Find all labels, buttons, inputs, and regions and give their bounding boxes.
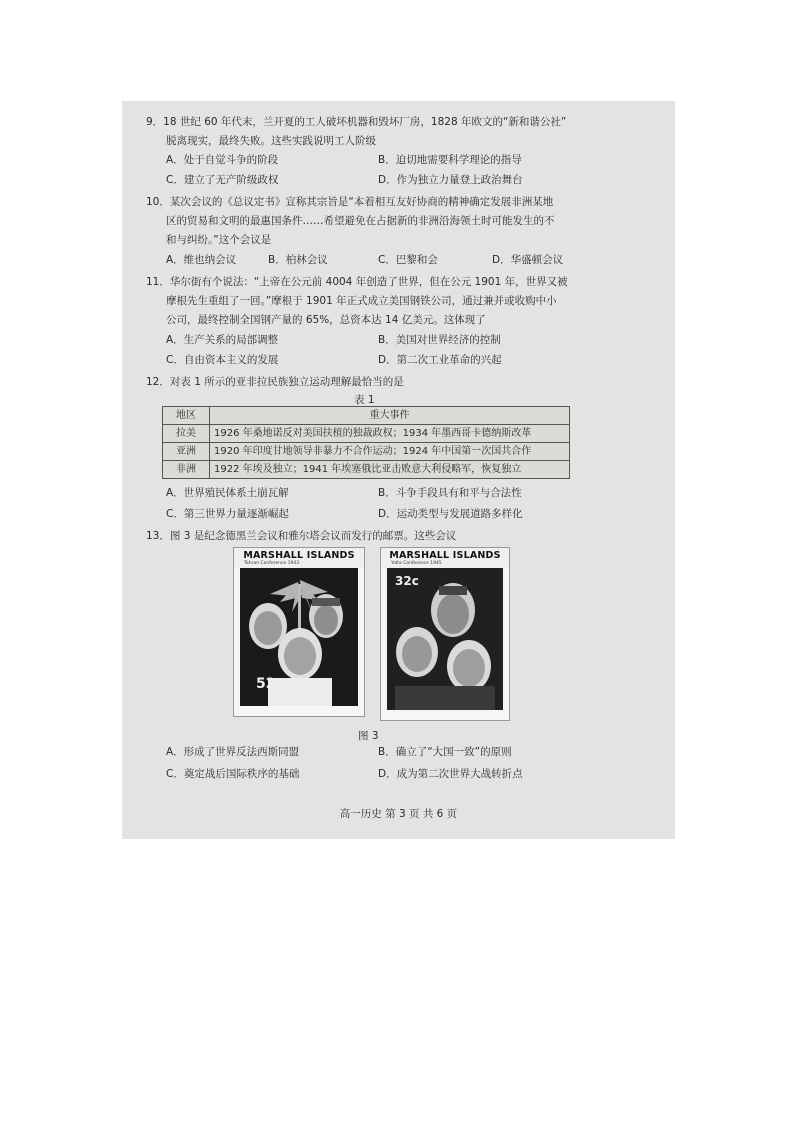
q13-option-d: D．成为第二次世界大战转折点	[378, 768, 523, 780]
stamp-subtitle: Tehran Conference 1943	[244, 561, 300, 566]
q11-stem-line1: 11．华尔街有个说法：“上帝在公元前 4004 年创造了世界，但在公元 1901 年，世界又被	[146, 276, 568, 288]
q9-option-b: B．迫切地需要科学理论的指导	[378, 154, 522, 166]
page-footer: 高一历史 第 3 页 共 6 页	[339, 808, 458, 820]
table-cell-region: 亚洲	[163, 443, 210, 461]
table-row	[163, 425, 570, 443]
table-cell-region: 拉美	[163, 425, 210, 443]
q10-stem-line2: 区的贸易和文明的最惠国条件……希望避免在占据新的非洲沿海领土时可能发生的不	[166, 215, 555, 227]
q11-stem-line3: 公司，最终控制全国钢产量的 65%，总资本达 14 亿美元。这体现了	[166, 314, 486, 326]
table-cell-events: 1922 年埃及独立；1941 年埃塞俄比亚击败意大利侵略军，恢复独立	[210, 461, 570, 479]
q12-option-d: D．运动类型与发展道路多样化	[378, 508, 523, 520]
table-header-events: 重大事件	[210, 407, 570, 425]
q10-stem-line1: 10．某次会议的《总议定书》宣称其宗旨是“本着相互友好协商的精神确定发展非洲某地	[146, 196, 554, 208]
q11-stem-line2: 摩根先生重组了一回。”摩根于 1901 年正式成立美国钢铁公司，通过兼并或收购中小	[166, 295, 557, 307]
q9-stem-line2: 脱离现实，最终失败。这些实践说明工人阶级	[166, 135, 376, 147]
q11-option-d: D．第二次工业革命的兴起	[378, 354, 502, 366]
q10-option-a: A．维也纳会议	[166, 254, 237, 266]
q12-option-c: C．第三世界力量逐渐崛起	[166, 508, 289, 520]
table-cell-region: 非洲	[163, 461, 210, 479]
table-cell-events: 1926 年桑地诺反对美国扶植的独裁政权；1934 年墨西哥卡德纳斯改革	[210, 425, 570, 443]
q13-option-a: A．形成了世界反法西斯同盟	[166, 746, 300, 758]
q9-option-d: D．作为独立力量登上政治舞台	[378, 174, 523, 186]
q9-stem-line1: 9．18 世纪 60 年代末，兰开夏的工人破坏机器和毁坏厂房，1828 年欧文的“新和谐公社”	[146, 116, 567, 128]
table-cell-events: 1920 年印度甘地领导非暴力不合作运动；1924 年中国第一次国共合作	[210, 443, 570, 461]
q13-stem: 13．图 3 是纪念德黑兰会议和雅尔塔会议而发行的邮票。这些会议	[146, 530, 457, 542]
stamp-subtitle: Yalta Conference 1945	[391, 561, 442, 566]
stamp-value: 52c	[256, 676, 284, 692]
stamp-country: MARSHALL ISLANDS	[389, 550, 501, 561]
q13-option-c: C．奠定战后国际秩序的基础	[166, 768, 300, 780]
q11-option-c: C．自由资本主义的发展	[166, 354, 279, 366]
q9-option-c: C．建立了无产阶级政权	[166, 174, 279, 186]
figure-caption: 图 3	[358, 730, 379, 742]
q12-stem: 12．对表 1 所示的亚非拉民族独立运动理解最恰当的是	[146, 376, 404, 388]
table-header-row	[163, 407, 570, 425]
q13-option-b: B．确立了“大国一致”的原则	[378, 746, 512, 758]
stamp-country: MARSHALL ISLANDS	[243, 550, 355, 561]
q11-option-b: B．美国对世界经济的控制	[378, 334, 501, 346]
table-header-region: 地区	[163, 407, 210, 425]
q10-stem-line3: 和与纠纷。”这个会议是	[166, 234, 272, 246]
q10-option-d: D．华盛顿会议	[492, 254, 564, 266]
yalta-stamp	[380, 547, 510, 721]
table-caption: 表 1	[354, 394, 375, 406]
tehran-stamp	[233, 547, 365, 717]
exam-page	[122, 101, 675, 839]
table-row	[163, 461, 570, 479]
stamp-value: 32c	[395, 574, 419, 588]
q10-option-b: B．柏林会议	[268, 254, 328, 266]
event-table	[162, 406, 570, 479]
q10-option-c: C．巴黎和会	[378, 254, 438, 266]
table-row	[163, 443, 570, 461]
q11-option-a: A．生产关系的局部调整	[166, 334, 279, 346]
q12-option-a: A．世界殖民体系土崩瓦解	[166, 487, 289, 499]
q12-option-b: B．斗争手段具有和平与合法性	[378, 487, 522, 499]
q9-option-a: A．处于自觉斗争的阶段	[166, 154, 279, 166]
